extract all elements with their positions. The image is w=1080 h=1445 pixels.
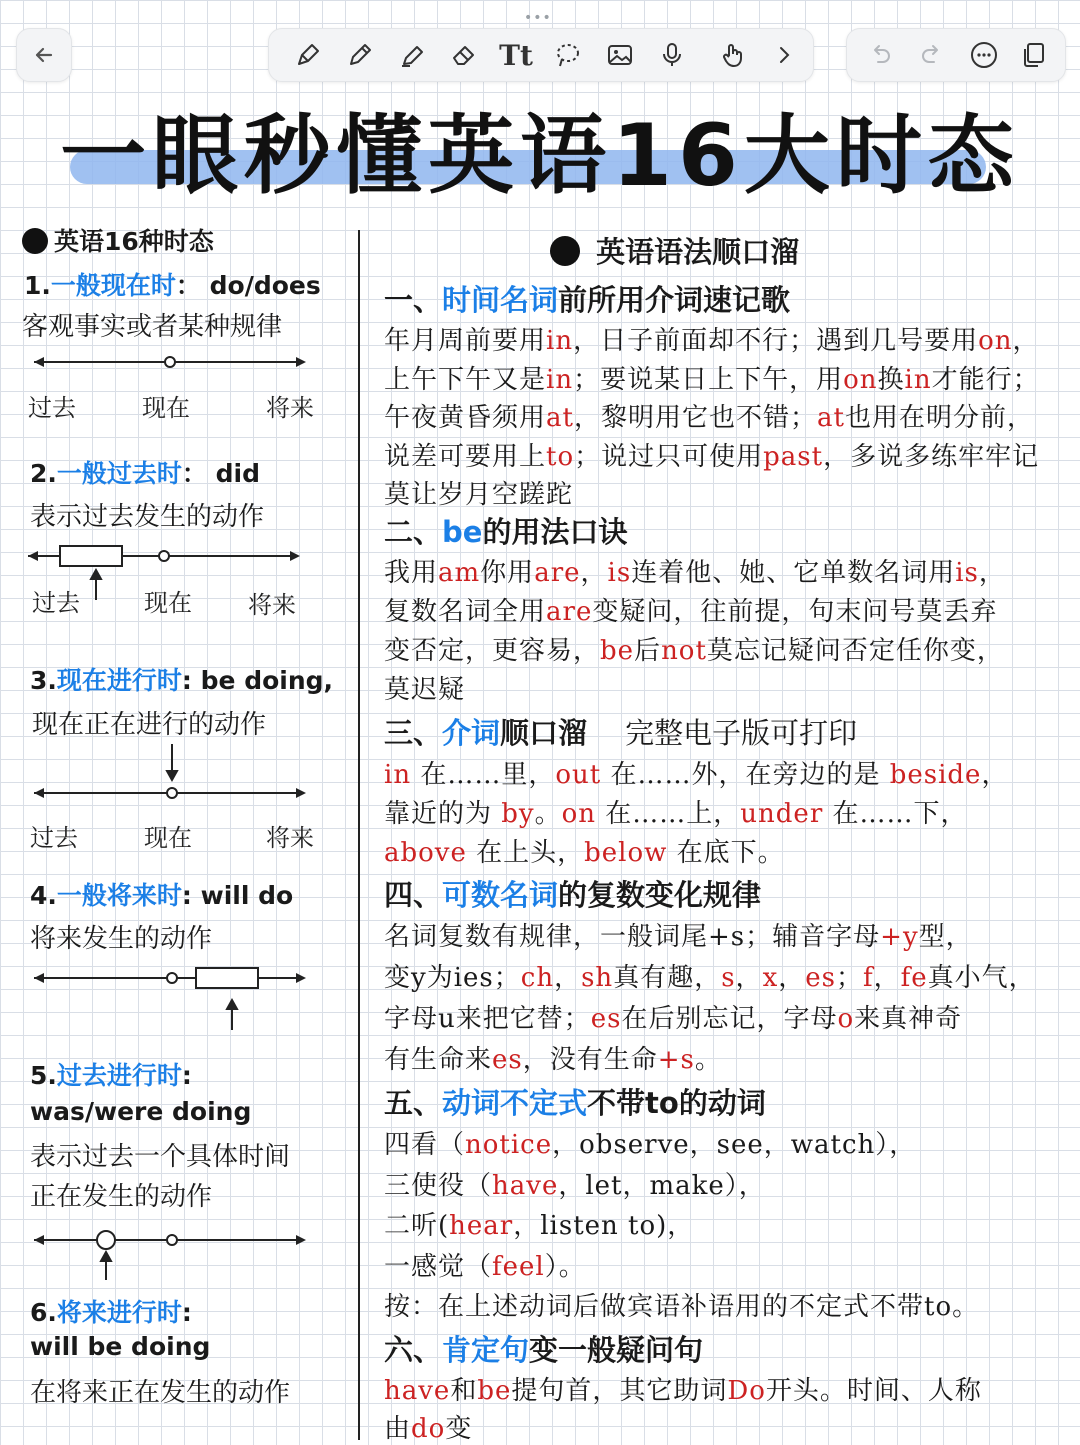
line-text: 午夜黄昏须用 — [384, 403, 547, 433]
line-text: 变疑问，往前提，句末问号莫丢弃 — [592, 597, 998, 627]
line-text: 和 — [450, 1376, 478, 1406]
keyword-text: are — [546, 597, 593, 627]
keyword-text: do — [411, 1414, 446, 1444]
keyword-text: am — [438, 558, 481, 588]
line-text: 在……下， — [823, 799, 968, 829]
line-text: 莫忘记疑问否定任你变， — [706, 636, 1004, 666]
right-header: 英语语法顺口溜 — [550, 230, 799, 271]
label-now: 现在 — [144, 589, 192, 617]
pencil-tool-button[interactable] — [335, 29, 385, 81]
s1-line — [384, 397, 1034, 434]
highlighter-icon — [397, 40, 427, 70]
keyword-text: by — [501, 799, 535, 829]
line-text: ；说过只可使用 — [574, 441, 764, 472]
line-text: ，没有生命 — [522, 1045, 658, 1075]
s1-line — [384, 320, 1040, 357]
line-text: ，observe，see，watch）， — [552, 1130, 917, 1160]
section-5-heading: 五、动词不定式不带to的动词 — [384, 1086, 766, 1120]
keyword-text: in — [546, 326, 574, 356]
microphone-tool-button[interactable] — [647, 29, 697, 81]
line-text: ， — [580, 558, 608, 588]
keyword-text: Do — [727, 1376, 766, 1406]
s5-line — [384, 1165, 766, 1202]
line-text: 复数名词全用 — [384, 597, 547, 627]
keyword-text: be — [600, 636, 635, 666]
tense-3-desc: 现在正在进行的动作 — [32, 710, 267, 740]
tense-6-heading: 6.将来进行时: — [30, 1298, 192, 1327]
back-button-container — [16, 28, 72, 82]
tense-5-form: was/were doing — [30, 1097, 252, 1126]
keyword-text: feel — [492, 1251, 545, 1282]
section-6-heading: 六、肯定句变一般疑问句 — [384, 1333, 704, 1367]
s5-line — [384, 1124, 916, 1161]
s3-line — [384, 832, 785, 869]
keyword-text: es — [492, 1045, 523, 1075]
line-text: 名词复数有规律，一般词尾 — [384, 922, 709, 952]
s2-line — [384, 591, 997, 628]
right-toolbar — [846, 28, 1066, 82]
line-text: ，listen to)， — [513, 1211, 695, 1241]
line-text: 在上头， — [466, 838, 585, 868]
line-text: 四看（ — [384, 1130, 466, 1160]
keyword-text: above — [384, 838, 467, 868]
line-text: 在后别忘记，字母 — [621, 1004, 838, 1034]
s3-line — [384, 754, 1008, 791]
window-drag-handle[interactable]: ••• — [524, 10, 552, 26]
keyword-text: out — [555, 760, 602, 790]
keyword-text: in — [546, 364, 574, 395]
keyword-text: es — [805, 963, 836, 993]
line-text: 。 — [534, 799, 562, 829]
line-text: 我用 — [384, 558, 439, 588]
keyword-text: ch — [520, 963, 555, 993]
label-past: 过去 — [32, 589, 80, 617]
line-text: 来真神奇 — [854, 1004, 963, 1034]
tense-2-heading: 2.一般过去时： did — [30, 459, 261, 488]
line-text: ， — [981, 760, 1009, 790]
tense-2-desc: 表示过去发生的动作 — [30, 502, 265, 532]
keyword-text: is — [955, 558, 979, 588]
keyword-text: notice — [465, 1130, 553, 1160]
keyword-text: have — [384, 1376, 451, 1406]
s4-line — [384, 998, 962, 1035]
pages-icon — [1019, 40, 1049, 70]
keyword-text: +y — [880, 922, 919, 952]
line-text: 变 — [445, 1414, 473, 1444]
line-text: ， — [735, 963, 763, 993]
line-text: ， — [873, 963, 901, 993]
highlighter-tool-button[interactable] — [387, 29, 437, 81]
lasso-icon — [553, 40, 583, 70]
keyword-text: not — [661, 636, 707, 666]
keyword-text: at — [816, 403, 845, 433]
keyword-text: on — [561, 799, 597, 829]
line-text: 换 — [877, 364, 905, 395]
section-1-heading: 一、时间名词前所用介词速记歌 — [384, 283, 791, 317]
line-text: ， — [778, 963, 806, 993]
lasso-tool-button[interactable] — [543, 29, 593, 81]
redo-icon — [917, 40, 947, 70]
line-text: 年月周前要用 — [384, 326, 547, 356]
text-tool-icon: Tt — [499, 38, 533, 72]
tense-4-timeline — [30, 964, 310, 1034]
pen-icon — [293, 40, 323, 70]
line-text: 真小气， — [927, 963, 1036, 993]
line-text: 变否定，更容易， — [384, 636, 601, 666]
undo-button[interactable] — [855, 29, 905, 81]
line-text: ，日子前面却不行；遇到几号要用 — [573, 326, 979, 356]
line-text: ）。 — [544, 1251, 586, 1282]
line-text: 在……里， — [411, 760, 556, 790]
keyword-text: past — [763, 441, 824, 472]
keyword-text: hear — [449, 1211, 514, 1241]
tense-3-heading: 3.现在进行时: be doing, — [30, 666, 334, 695]
line-text: 后 — [634, 636, 662, 666]
drawing-toolbar — [268, 28, 814, 82]
image-icon — [605, 40, 635, 70]
chevron-right-icon — [769, 40, 799, 70]
line-text: 有生命来 — [384, 1045, 493, 1075]
line-text: +s — [708, 922, 746, 952]
s5-line — [384, 1246, 586, 1283]
s5-line — [384, 1205, 694, 1242]
line-text: ，let，make）， — [558, 1170, 766, 1201]
keyword-text: s — [721, 963, 736, 993]
keyword-text: are — [534, 558, 581, 588]
tense-1-desc: 客观事实或者某种规律 — [22, 312, 283, 342]
line-text: 在……上， — [596, 799, 741, 829]
tense-6-desc: 在将来正在发生的动作 — [30, 1378, 291, 1408]
line-text: 。 — [694, 1045, 722, 1075]
s5-line — [384, 1286, 979, 1323]
tense-6-form: will be doing — [30, 1332, 211, 1361]
line-text: 三使役（ — [384, 1170, 493, 1201]
printable-note: 完整电子版可打印 — [625, 716, 858, 750]
keyword-text: +s — [657, 1045, 695, 1075]
line-text: 由 — [384, 1414, 412, 1444]
keyword-text: to — [546, 441, 575, 472]
line-text: 变y为 — [384, 963, 454, 993]
section-3-heading: 三、介词顺口溜 完整电子版可打印 — [384, 716, 858, 750]
tense-1-timeline — [30, 350, 310, 374]
tense-1-heading: 1.一般现在时： do/does — [24, 271, 321, 300]
keyword-text: at — [546, 403, 574, 433]
s1-line — [384, 359, 1040, 396]
keyword-text: on — [978, 326, 1013, 356]
label-now: 现在 — [144, 824, 192, 852]
line-text: ； — [493, 963, 521, 993]
tense-4-heading: 4.一般将来时: will do — [30, 881, 294, 910]
s4-line — [384, 1039, 722, 1076]
keyword-text: be — [477, 1376, 512, 1406]
line-text: 开头。时间、人称 — [765, 1376, 982, 1406]
more-icon — [969, 40, 999, 70]
tense-5-timeline — [30, 1226, 310, 1282]
eraser-tool-button[interactable] — [439, 29, 489, 81]
undo-icon — [865, 40, 895, 70]
keyword-text: es — [590, 1004, 622, 1034]
s1-line — [384, 474, 573, 511]
bullet-dot-icon — [550, 236, 580, 266]
line-text: 莫迟疑 — [384, 675, 466, 705]
more-options-button[interactable] — [959, 29, 1009, 81]
keyword-text: under — [740, 799, 824, 829]
s2-line — [384, 552, 1006, 589]
eraser-icon — [449, 40, 479, 70]
s2-line — [384, 630, 1004, 667]
back-button[interactable] — [17, 29, 71, 81]
keyword-text: have — [492, 1170, 559, 1201]
pen-tool-button[interactable] — [283, 29, 333, 81]
s4-line — [384, 957, 1036, 994]
bullet-dot-icon — [22, 228, 48, 254]
label-past: 过去 — [30, 824, 78, 852]
back-arrow-icon — [29, 40, 59, 70]
line-text: 才能行； — [931, 364, 1040, 395]
redo-button[interactable] — [907, 29, 957, 81]
hand-gesture-icon — [719, 40, 749, 70]
line-text: 型， — [918, 922, 973, 952]
line-text: ；辅音字母 — [745, 922, 881, 952]
line-text: ， — [978, 558, 1006, 588]
keyword-text: o — [837, 1004, 855, 1034]
section-4-heading: 四、可数名词的复数变化规律 — [384, 878, 762, 912]
left-header: 英语16种时态 — [22, 222, 214, 258]
tense-4-desc: 将来发生的动作 — [30, 924, 213, 954]
keyword-text: in — [904, 364, 932, 395]
line-text: 连着他、她、它单数名词用 — [631, 558, 956, 588]
line-text: ， — [1012, 326, 1040, 356]
microphone-icon — [657, 40, 687, 70]
keyword-text: is — [607, 558, 632, 588]
line-text: 在……外，在旁边的是 — [601, 760, 890, 790]
keyword-text: f — [863, 963, 874, 993]
text-tool-button[interactable] — [491, 29, 541, 81]
line-text: ，黎明用它也不错； — [573, 403, 817, 433]
pages-button[interactable] — [1009, 29, 1059, 81]
tense-3-timeline — [30, 740, 310, 806]
line-text: 二听( — [384, 1211, 450, 1241]
line-text: 一感觉（ — [384, 1251, 493, 1282]
tense-5-heading: 5.过去进行时: — [30, 1061, 192, 1090]
column-divider — [358, 230, 360, 1440]
keyword-text: sh — [581, 963, 614, 993]
toolbar-more-button[interactable] — [761, 29, 807, 81]
s2-line — [384, 669, 465, 706]
keyword-text: below — [584, 838, 668, 868]
tense-5-desc-1: 表示过去一个具体时间 — [30, 1142, 291, 1172]
label-future: 将来 — [248, 591, 296, 619]
line-text: 你用 — [480, 558, 535, 588]
image-tool-button[interactable] — [595, 29, 645, 81]
line-text: ies — [453, 963, 494, 993]
hand-gesture-button[interactable] — [709, 29, 759, 81]
line-text: ， — [554, 963, 582, 993]
line-text: 提句首，其它助词 — [511, 1376, 728, 1406]
line-text: ； — [835, 963, 863, 993]
keyword-text: x — [762, 963, 779, 993]
line-text: 也用在明分前， — [844, 403, 1034, 433]
line-text: 按：在上述动词后做宾语补语用的不定式不带to。 — [384, 1292, 980, 1322]
s1-line — [384, 436, 1039, 473]
line-text: 上午下午又是 — [384, 364, 547, 395]
label-future: 将来 — [266, 824, 314, 852]
line-text: ，多说多练牢牢记 — [823, 441, 1040, 472]
keyword-text: fe — [900, 963, 928, 993]
section-2-heading: 二、be的用法口诀 — [384, 515, 628, 549]
line-text: 在底下。 — [667, 838, 785, 868]
pencil-icon — [345, 40, 375, 70]
s3-line — [384, 793, 968, 830]
tense-5-desc-2: 正在发生的动作 — [30, 1182, 213, 1212]
label-past: 过去 — [28, 394, 76, 422]
keyword-text: in — [384, 760, 412, 790]
s6-line — [384, 1408, 472, 1445]
line-text: 字母u来把它替； — [384, 1004, 591, 1034]
line-text: 莫让岁月空蹉跎 — [384, 480, 574, 510]
line-text: ；要说某日上下午，用 — [573, 364, 844, 395]
s6-line — [384, 1370, 982, 1407]
line-text: 真有趣， — [613, 963, 722, 993]
line-text: 靠近的为 — [384, 799, 502, 829]
line-text: 说差可要用上 — [384, 441, 547, 472]
label-future: 将来 — [266, 394, 314, 422]
page-title: 一眼秒懂英语16大时态 — [60, 106, 1020, 206]
s4-line — [384, 916, 973, 953]
label-now: 现在 — [142, 394, 190, 422]
keyword-text: beside — [889, 760, 982, 790]
keyword-text: on — [843, 364, 878, 395]
